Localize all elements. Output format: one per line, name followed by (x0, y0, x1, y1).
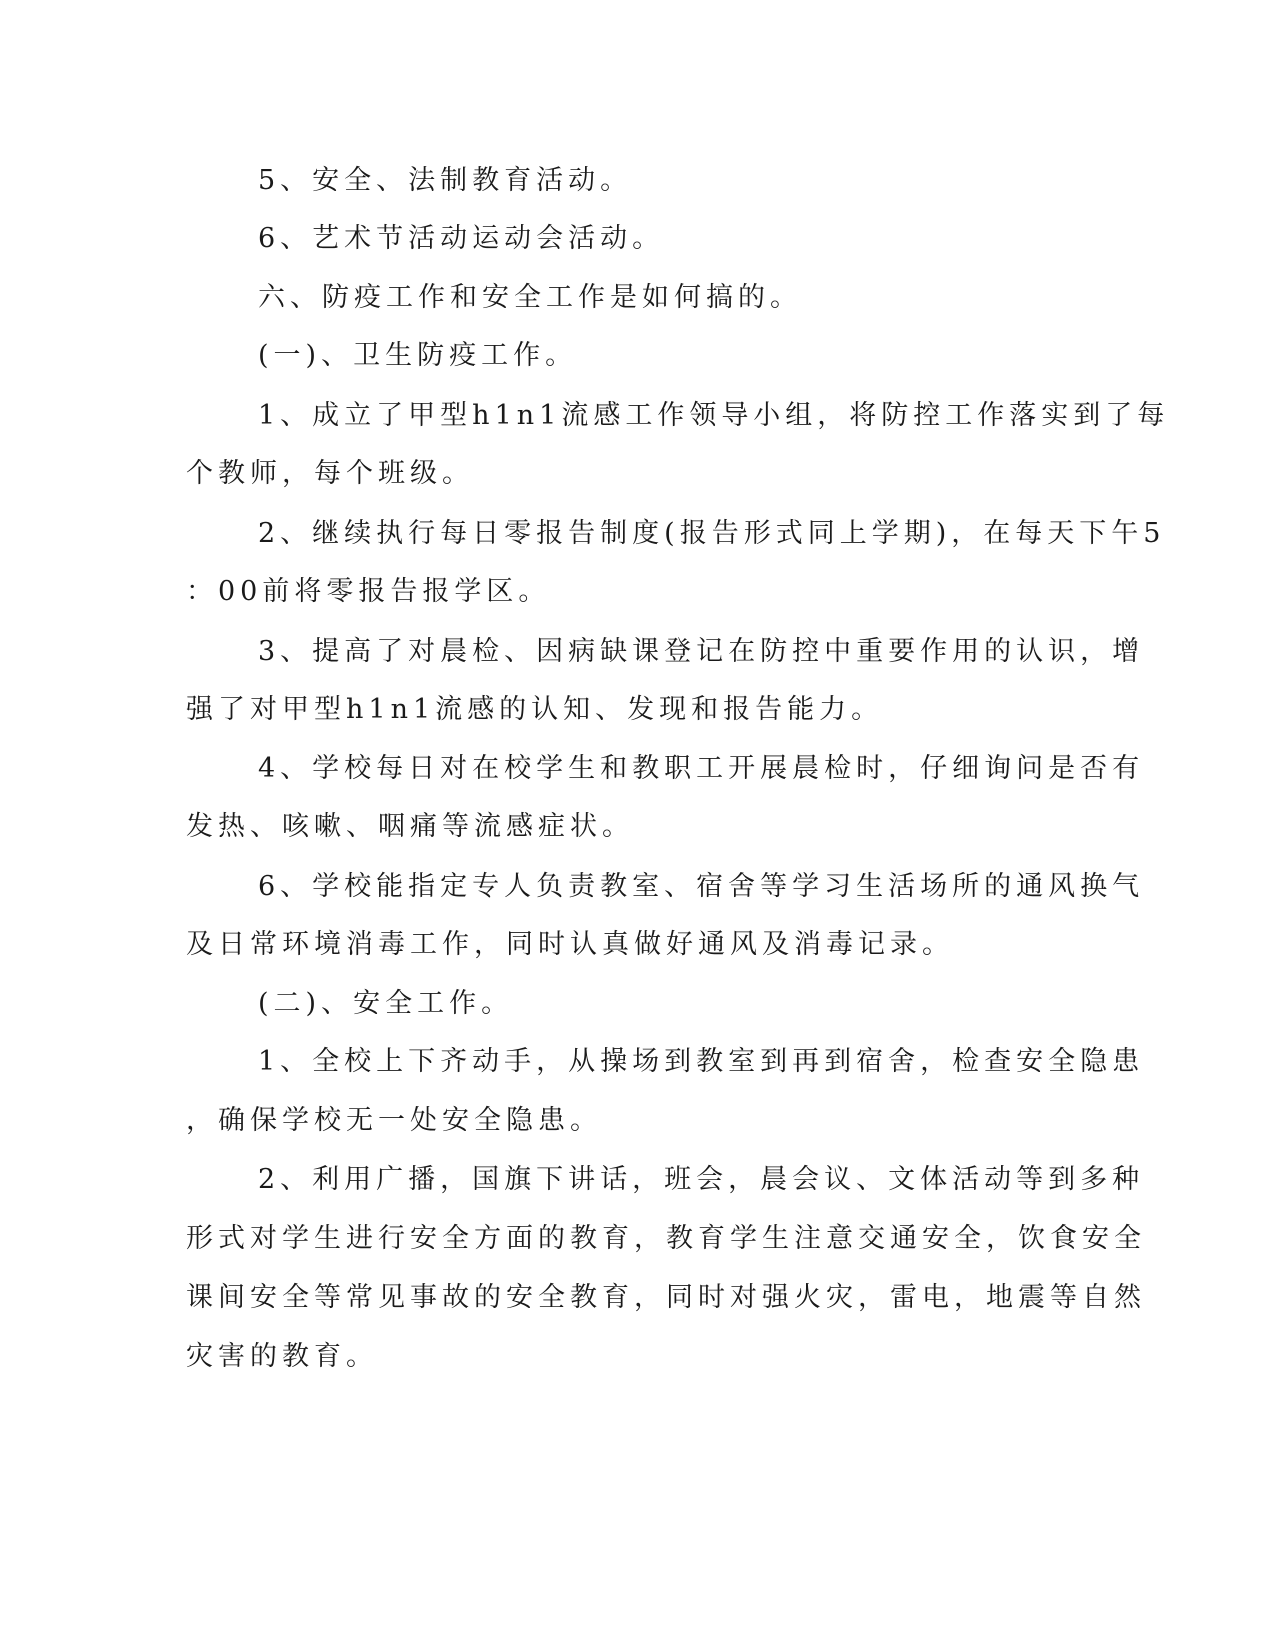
paragraph-line: 形式对学生进行安全方面的教育，教育学生注意交通安全，饮食安全 (186, 1223, 1146, 1254)
paragraph-line: 发热、咳嗽、咽痛等流感症状。 (186, 811, 634, 842)
paragraph-line: 6、艺术节活动运动会活动。 (258, 223, 665, 254)
subsection-heading: (二)、安全工作。 (258, 988, 514, 1019)
paragraph-line: 1、全校上下齐动手，从操场到教室到再到宿舍，检查安全隐患 (258, 1046, 1145, 1077)
paragraph-line: 强了对甲型h1n1流感的认知、发现和报告能力。 (186, 694, 884, 725)
paragraph-line: 及日常环境消毒工作，同时认真做好通风及消毒记录。 (186, 929, 954, 960)
paragraph-line: 课间安全等常见事故的安全教育，同时对强火灾，雷电，地震等自然 (186, 1282, 1146, 1313)
paragraph-line: 4、学校每日对在校学生和教职工开展晨检时，仔细询问是否有 (258, 753, 1145, 784)
paragraph-line: 5、安全、法制教育活动。 (258, 165, 633, 196)
paragraph-line: 1、成立了甲型h1n1流感工作领导小组，将防控工作落实到了每 (258, 400, 1170, 431)
paragraph-line: ：00前将零报告报学区。 (186, 576, 551, 607)
paragraph-line: 灾害的教育。 (186, 1341, 378, 1372)
paragraph-line: ，确保学校无一处安全隐患。 (186, 1105, 602, 1136)
paragraph-line: 2、继续执行每日零报告制度(报告形式同上学期)，在每天下午5 (258, 518, 1166, 549)
paragraph-line: 个教师，每个班级。 (186, 458, 474, 489)
section-heading: 六、防疫工作和安全工作是如何搞的。 (258, 282, 802, 313)
paragraph-line: 3、提高了对晨检、因病缺课登记在防控中重要作用的认识，增 (258, 636, 1145, 667)
subsection-heading: (一)、卫生防疫工作。 (258, 340, 578, 371)
paragraph-line: 6、学校能指定专人负责教室、宿舍等学习生活场所的通风换气 (258, 871, 1145, 902)
paragraph-line: 2、利用广播，国旗下讲话，班会，晨会议、文体活动等到多种 (258, 1164, 1145, 1195)
